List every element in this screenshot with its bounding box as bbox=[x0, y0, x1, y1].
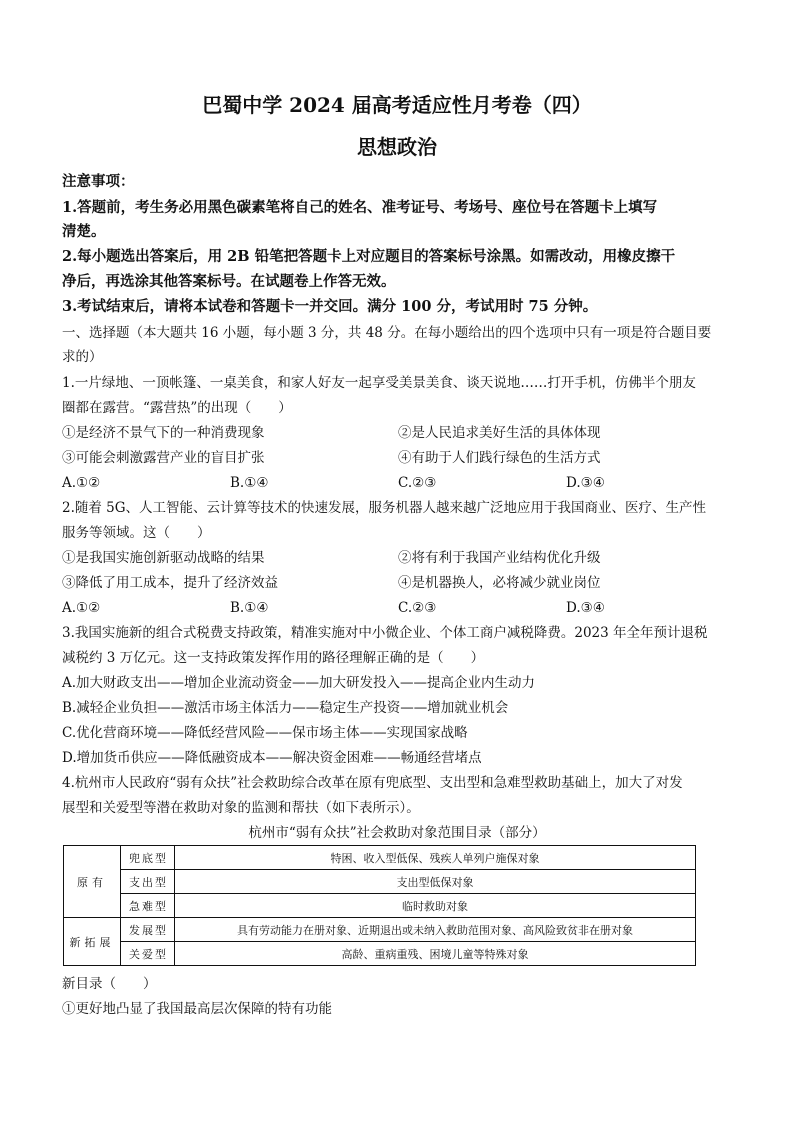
q3-stem-line-2: 减税约 3 万亿元。这一支持政策发挥作用的路径理解正确的是（ ） bbox=[62, 650, 485, 666]
q1-option-d: D.③④ bbox=[566, 475, 605, 491]
q1-statement-1: ①是经济不景气下的一种消费现象 bbox=[62, 425, 265, 441]
q1-statement-3: ③可能会刺激露营产业的盲目扩张 bbox=[62, 450, 265, 466]
q1-stem-line-1: 1.一片绿地、一顶帐篷、一桌美食，和家人好友一起享受美景美食、谈天说地……打开手机，仿佛半个朋友 bbox=[62, 375, 696, 391]
q4-stem-line-2: 展型和关爱型等潜在救助对象的监测和帮扶（如下表所示）。 bbox=[62, 800, 420, 816]
relief-target-table bbox=[63, 845, 696, 966]
table-cell-content: 临时救助对象 bbox=[175, 894, 696, 918]
notice-item-1-line-2: 清楚。 bbox=[62, 223, 106, 240]
exam-title: 巴蜀中学 2024 届高考适应性月考卷（四） bbox=[202, 93, 592, 117]
notice-item-2-line-2: 净后，再选涂其他答案标号。在试题卷上作答无效。 bbox=[62, 273, 396, 290]
table-row bbox=[64, 918, 696, 942]
q2-statement-2: ②将有利于我国产业结构优化升级 bbox=[398, 550, 601, 566]
notice-item-2-line-1: 2.每小题选出答案后，用 2B 铅笔把答题卡上对应题目的答案标号涂黑。如需改动，用橡皮擦干 bbox=[62, 248, 676, 265]
q2-statement-1: ①是我国实施创新驱动战略的结果 bbox=[62, 550, 265, 566]
q2-statement-3: ③降低了用工成本，提升了经济效益 bbox=[62, 575, 278, 591]
table-cell-type: 发展型 bbox=[121, 918, 175, 942]
q3-option-a: A.加大财政支出——增加企业流动资金——加大研发投入——提高企业内生动力 bbox=[62, 675, 536, 691]
q2-option-b: B.①④ bbox=[230, 600, 269, 616]
q3-option-c: C.优化营商环境——降低经营风险——保市场主体——实现国家战略 bbox=[62, 725, 468, 741]
q2-option-d: D.③④ bbox=[566, 600, 605, 616]
q4-statement-1: ①更好地凸显了我国最高层次保障的特有功能 bbox=[62, 1001, 332, 1017]
q3-option-b: B.减轻企业负担——激活市场主体活力——稳定生产投资——增加就业机会 bbox=[62, 700, 509, 716]
table-row bbox=[64, 942, 696, 966]
q2-option-c: C.②③ bbox=[398, 600, 437, 616]
table-cell-type: 兜底型 bbox=[121, 846, 175, 870]
table-cell-content: 支出型低保对象 bbox=[175, 870, 696, 894]
q4-after-table: 新目录（ ） bbox=[62, 976, 157, 992]
notice-item-3: 3.考试结束后，请将本试卷和答题卡一并交回。满分 100 分，考试用时 75 分钟。 bbox=[62, 298, 598, 315]
section-1-heading-line-2: 求的） bbox=[62, 349, 103, 365]
table-cell-content: 高龄、重病重残、困境儿童等特殊对象 bbox=[175, 942, 696, 966]
q1-option-a: A.①② bbox=[62, 475, 101, 491]
q1-statement-4: ④有助于人们践行绿色的生活方式 bbox=[398, 450, 601, 466]
section-1-heading-line-1: 一、选择题（本大题共 16 小题，每小题 3 分，共 48 分。在每小题给出的四个选项中只有一项是符合题目要 bbox=[62, 325, 712, 341]
q2-option-a: A.①② bbox=[62, 600, 101, 616]
table-cell-type: 急难型 bbox=[121, 894, 175, 918]
q1-stem-line-2: 圈都在露营。“露营热”的出现（ ） bbox=[62, 400, 292, 416]
q4-table-caption: 杭州市“弱有众扶”社会救助对象范围目录（部分） bbox=[248, 825, 546, 841]
q2-stem-line-1: 2.随着 5G、人工智能、云计算等技术的快速发展，服务机器人越来越广泛地应用于我国商业、医疗、生产性 bbox=[62, 500, 707, 516]
table-cell-content: 特困、收入型低保、残疾人单列户施保对象 bbox=[175, 846, 696, 870]
table-cell-type: 支出型 bbox=[121, 870, 175, 894]
notice-item-1-line-1: 1.答题前，考生务必用黑色碳素笔将自己的姓名、准考证号、考场号、座位号在答题卡上填写 bbox=[62, 199, 658, 216]
q2-statement-4: ④是机器换人，必将减少就业岗位 bbox=[398, 575, 601, 591]
q1-option-c: C.②③ bbox=[398, 475, 437, 491]
table-row bbox=[64, 894, 696, 918]
exam-subject: 思想政治 bbox=[357, 135, 437, 159]
group-new-label: 新拓展 bbox=[64, 918, 121, 966]
group-original-label: 原有 bbox=[64, 846, 121, 918]
table-cell-content: 具有劳动能力在册对象、近期退出或未纳入救助范围对象、高风险致贫非在册对象 bbox=[175, 918, 696, 942]
table-cell-type: 关爱型 bbox=[121, 942, 175, 966]
q2-stem-line-2: 服务等领域。这（ ） bbox=[62, 525, 211, 541]
q4-stem-line-1: 4.杭州市人民政府“弱有众扶”社会救助综合改革在原有兜底型、支出型和急难型救助基础上，加大了对发 bbox=[62, 775, 683, 791]
q3-stem-line-1: 3.我国实施新的组合式税费支持政策，精准实施对中小微企业、个体工商户减税降费。2023 年全年预计退税 bbox=[62, 625, 708, 641]
table-row bbox=[64, 870, 696, 894]
notice-heading: 注意事项： bbox=[62, 173, 135, 190]
q3-option-d: D.增加货币供应——降低融资成本——解决资金困难——畅通经营堵点 bbox=[62, 750, 482, 766]
q1-option-b: B.①④ bbox=[230, 475, 269, 491]
table-row bbox=[64, 846, 696, 870]
q1-statement-2: ②是人民追求美好生活的具体体现 bbox=[398, 425, 601, 441]
